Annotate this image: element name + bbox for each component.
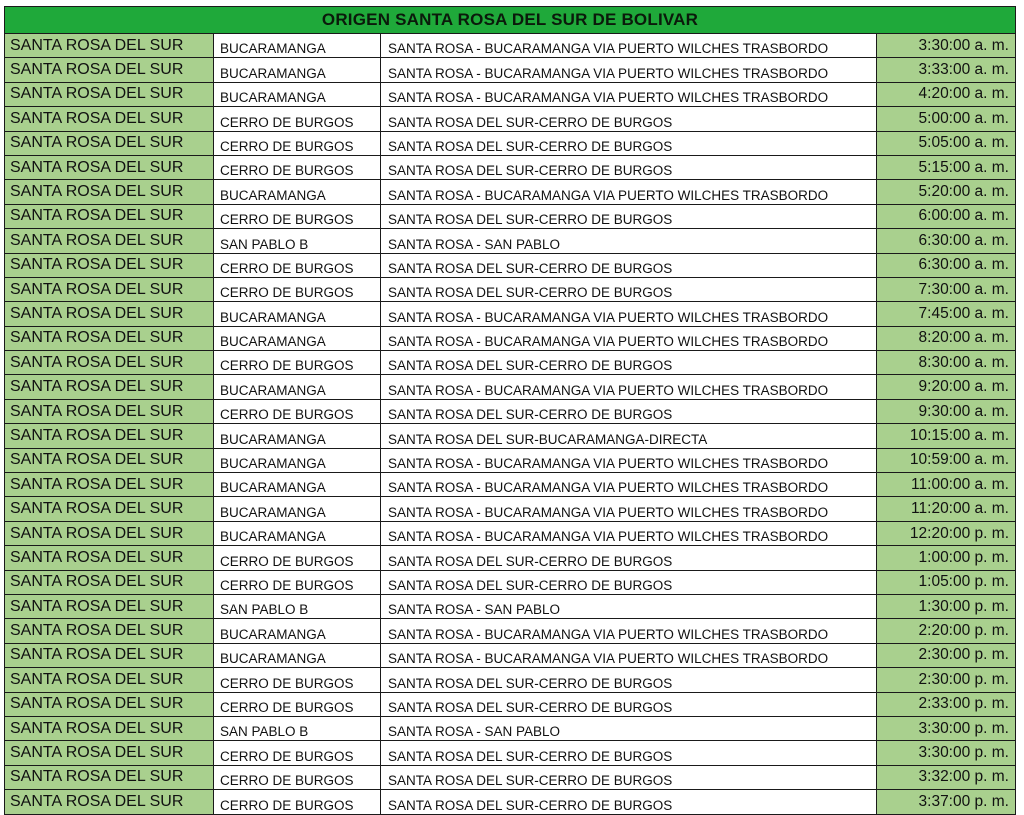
time-cell: 2:30:00 p. m. — [877, 643, 1016, 667]
destination-cell: CERRO DE BURGOS — [214, 107, 381, 131]
destination-cell: CERRO DE BURGOS — [214, 253, 381, 277]
time-cell: 2:20:00 p. m. — [877, 619, 1016, 643]
destination-cell: BUCARAMANGA — [214, 326, 381, 350]
route-cell: SANTA ROSA DEL SUR-CERRO DE BURGOS — [381, 399, 877, 423]
schedule-rows — [5, 34, 1015, 814]
origin-cell: SANTA ROSA DEL SUR — [5, 594, 214, 618]
time-cell: 1:05:00 p. m. — [877, 570, 1016, 594]
route-cell: SANTA ROSA - BUCARAMANGA VIA PUERTO WILCHES TRASBORDO — [381, 643, 877, 667]
origin-cell: SANTA ROSA DEL SUR — [5, 326, 214, 350]
time-cell: 3:32:00 p. m. — [877, 765, 1016, 789]
origin-cell: SANTA ROSA DEL SUR — [5, 741, 214, 765]
route-cell: SANTA ROSA - BUCARAMANGA VIA PUERTO WILCHES TRASBORDO — [381, 375, 877, 399]
table-row — [5, 253, 1015, 277]
route-cell: SANTA ROSA DEL SUR-CERRO DE BURGOS — [381, 253, 877, 277]
time-cell: 3:30:00 a. m. — [877, 34, 1016, 58]
destination-cell: BUCARAMANGA — [214, 180, 381, 204]
time-cell: 6:30:00 a. m. — [877, 253, 1016, 277]
destination-cell: BUCARAMANGA — [214, 58, 381, 82]
time-cell: 12:20:00 p. m. — [877, 521, 1016, 545]
route-cell: SANTA ROSA - BUCARAMANGA VIA PUERTO WILCHES TRASBORDO — [381, 521, 877, 545]
destination-cell: BUCARAMANGA — [214, 34, 381, 58]
origin-cell: SANTA ROSA DEL SUR — [5, 155, 214, 179]
destination-cell: CERRO DE BURGOS — [214, 692, 381, 716]
origin-cell: SANTA ROSA DEL SUR — [5, 716, 214, 740]
origin-cell: SANTA ROSA DEL SUR — [5, 497, 214, 521]
origin-cell: SANTA ROSA DEL SUR — [5, 668, 214, 692]
time-cell: 9:30:00 a. m. — [877, 399, 1016, 423]
table-row — [5, 619, 1015, 643]
table-row — [5, 741, 1015, 765]
origin-cell: SANTA ROSA DEL SUR — [5, 180, 214, 204]
table-row — [5, 107, 1015, 131]
route-cell: SANTA ROSA DEL SUR-BUCARAMANGA-DIRECTA — [381, 424, 877, 448]
table-row — [5, 716, 1015, 740]
table-row — [5, 277, 1015, 301]
destination-cell: SAN PABLO B — [214, 716, 381, 740]
time-cell: 2:30:00 p. m. — [877, 668, 1016, 692]
origin-cell: SANTA ROSA DEL SUR — [5, 375, 214, 399]
origin-cell: SANTA ROSA DEL SUR — [5, 302, 214, 326]
table-row — [5, 668, 1015, 692]
route-cell: SANTA ROSA - BUCARAMANGA VIA PUERTO WILCHES TRASBORDO — [381, 302, 877, 326]
destination-cell: BUCARAMANGA — [214, 643, 381, 667]
time-cell: 7:30:00 a. m. — [877, 277, 1016, 301]
route-cell: SANTA ROSA - SAN PABLO — [381, 716, 877, 740]
route-cell: SANTA ROSA DEL SUR-CERRO DE BURGOS — [381, 107, 877, 131]
route-cell: SANTA ROSA - BUCARAMANGA VIA PUERTO WILCHES TRASBORDO — [381, 180, 877, 204]
time-cell: 10:59:00 a. m. — [877, 448, 1016, 472]
destination-cell: BUCARAMANGA — [214, 521, 381, 545]
table-row — [5, 448, 1015, 472]
destination-cell: BUCARAMANGA — [214, 497, 381, 521]
origin-cell: SANTA ROSA DEL SUR — [5, 351, 214, 375]
origin-cell: SANTA ROSA DEL SUR — [5, 643, 214, 667]
destination-cell: CERRO DE BURGOS — [214, 351, 381, 375]
table-row — [5, 473, 1015, 497]
table-row — [5, 58, 1015, 82]
time-cell: 6:30:00 a. m. — [877, 229, 1016, 253]
table-row — [5, 399, 1015, 423]
sheet-title: ORIGEN SANTA ROSA DEL SUR DE BOLIVAR — [5, 7, 1015, 34]
destination-cell: BUCARAMANGA — [214, 424, 381, 448]
time-cell: 3:37:00 p. m. — [877, 790, 1016, 814]
time-cell: 5:05:00 a. m. — [877, 131, 1016, 155]
destination-cell: CERRO DE BURGOS — [214, 570, 381, 594]
time-cell: 3:33:00 a. m. — [877, 58, 1016, 82]
table-row — [5, 424, 1015, 448]
table-row — [5, 131, 1015, 155]
route-cell: SANTA ROSA - SAN PABLO — [381, 594, 877, 618]
time-cell: 5:00:00 a. m. — [877, 107, 1016, 131]
time-cell: 5:20:00 a. m. — [877, 180, 1016, 204]
destination-cell: BUCARAMANGA — [214, 473, 381, 497]
table-row — [5, 790, 1015, 814]
route-cell: SANTA ROSA DEL SUR-CERRO DE BURGOS — [381, 668, 877, 692]
destination-cell: CERRO DE BURGOS — [214, 546, 381, 570]
origin-cell: SANTA ROSA DEL SUR — [5, 692, 214, 716]
time-cell: 3:30:00 p. m. — [877, 741, 1016, 765]
route-cell: SANTA ROSA - SAN PABLO — [381, 229, 877, 253]
route-cell: SANTA ROSA - BUCARAMANGA VIA PUERTO WILCHES TRASBORDO — [381, 497, 877, 521]
table-row — [5, 497, 1015, 521]
destination-cell: BUCARAMANGA — [214, 448, 381, 472]
origin-cell: SANTA ROSA DEL SUR — [5, 82, 214, 106]
destination-cell: CERRO DE BURGOS — [214, 155, 381, 179]
destination-cell: BUCARAMANGA — [214, 375, 381, 399]
schedule-sheet — [4, 6, 1016, 815]
table-row — [5, 521, 1015, 545]
route-cell: SANTA ROSA - BUCARAMANGA VIA PUERTO WILCHES TRASBORDO — [381, 82, 877, 106]
table-row — [5, 229, 1015, 253]
table-row — [5, 82, 1015, 106]
origin-cell: SANTA ROSA DEL SUR — [5, 229, 214, 253]
schedule-table — [5, 34, 1015, 814]
route-cell: SANTA ROSA DEL SUR-CERRO DE BURGOS — [381, 741, 877, 765]
table-row — [5, 204, 1015, 228]
route-cell: SANTA ROSA - BUCARAMANGA VIA PUERTO WILCHES TRASBORDO — [381, 448, 877, 472]
route-cell: SANTA ROSA - BUCARAMANGA VIA PUERTO WILCHES TRASBORDO — [381, 34, 877, 58]
destination-cell: BUCARAMANGA — [214, 302, 381, 326]
destination-cell: SAN PABLO B — [214, 229, 381, 253]
destination-cell: CERRO DE BURGOS — [214, 790, 381, 814]
destination-cell: CERRO DE BURGOS — [214, 765, 381, 789]
time-cell: 1:00:00 p. m. — [877, 546, 1016, 570]
table-row — [5, 570, 1015, 594]
time-cell: 11:20:00 a. m. — [877, 497, 1016, 521]
origin-cell: SANTA ROSA DEL SUR — [5, 277, 214, 301]
destination-cell: BUCARAMANGA — [214, 619, 381, 643]
destination-cell: CERRO DE BURGOS — [214, 668, 381, 692]
destination-cell: CERRO DE BURGOS — [214, 277, 381, 301]
route-cell: SANTA ROSA DEL SUR-CERRO DE BURGOS — [381, 155, 877, 179]
table-row — [5, 594, 1015, 618]
origin-cell: SANTA ROSA DEL SUR — [5, 765, 214, 789]
origin-cell: SANTA ROSA DEL SUR — [5, 253, 214, 277]
table-row — [5, 326, 1015, 350]
route-cell: SANTA ROSA DEL SUR-CERRO DE BURGOS — [381, 570, 877, 594]
route-cell: SANTA ROSA DEL SUR-CERRO DE BURGOS — [381, 765, 877, 789]
origin-cell: SANTA ROSA DEL SUR — [5, 399, 214, 423]
origin-cell: SANTA ROSA DEL SUR — [5, 790, 214, 814]
time-cell: 9:20:00 a. m. — [877, 375, 1016, 399]
destination-cell: CERRO DE BURGOS — [214, 131, 381, 155]
origin-cell: SANTA ROSA DEL SUR — [5, 58, 214, 82]
origin-cell: SANTA ROSA DEL SUR — [5, 107, 214, 131]
table-row — [5, 34, 1015, 58]
time-cell: 8:20:00 a. m. — [877, 326, 1016, 350]
route-cell: SANTA ROSA - BUCARAMANGA VIA PUERTO WILCHES TRASBORDO — [381, 619, 877, 643]
time-cell: 7:45:00 a. m. — [877, 302, 1016, 326]
table-row — [5, 375, 1015, 399]
route-cell: SANTA ROSA DEL SUR-CERRO DE BURGOS — [381, 204, 877, 228]
origin-cell: SANTA ROSA DEL SUR — [5, 131, 214, 155]
route-cell: SANTA ROSA DEL SUR-CERRO DE BURGOS — [381, 790, 877, 814]
table-row — [5, 180, 1015, 204]
route-cell: SANTA ROSA DEL SUR-CERRO DE BURGOS — [381, 546, 877, 570]
table-row — [5, 692, 1015, 716]
table-row — [5, 546, 1015, 570]
time-cell: 11:00:00 a. m. — [877, 473, 1016, 497]
route-cell: SANTA ROSA - BUCARAMANGA VIA PUERTO WILCHES TRASBORDO — [381, 58, 877, 82]
route-cell: SANTA ROSA DEL SUR-CERRO DE BURGOS — [381, 131, 877, 155]
route-cell: SANTA ROSA DEL SUR-CERRO DE BURGOS — [381, 351, 877, 375]
destination-cell: CERRO DE BURGOS — [214, 399, 381, 423]
origin-cell: SANTA ROSA DEL SUR — [5, 448, 214, 472]
destination-cell: CERRO DE BURGOS — [214, 204, 381, 228]
time-cell: 3:30:00 p. m. — [877, 716, 1016, 740]
time-cell: 1:30:00 p. m. — [877, 594, 1016, 618]
origin-cell: SANTA ROSA DEL SUR — [5, 34, 214, 58]
time-cell: 10:15:00 a. m. — [877, 424, 1016, 448]
origin-cell: SANTA ROSA DEL SUR — [5, 546, 214, 570]
origin-cell: SANTA ROSA DEL SUR — [5, 570, 214, 594]
route-cell: SANTA ROSA - BUCARAMANGA VIA PUERTO WILCHES TRASBORDO — [381, 326, 877, 350]
route-cell: SANTA ROSA DEL SUR-CERRO DE BURGOS — [381, 692, 877, 716]
destination-cell: SAN PABLO B — [214, 594, 381, 618]
origin-cell: SANTA ROSA DEL SUR — [5, 521, 214, 545]
time-cell: 4:20:00 a. m. — [877, 82, 1016, 106]
destination-cell: CERRO DE BURGOS — [214, 741, 381, 765]
table-row — [5, 155, 1015, 179]
time-cell: 5:15:00 a. m. — [877, 155, 1016, 179]
origin-cell: SANTA ROSA DEL SUR — [5, 204, 214, 228]
origin-cell: SANTA ROSA DEL SUR — [5, 619, 214, 643]
time-cell: 8:30:00 a. m. — [877, 351, 1016, 375]
table-row — [5, 351, 1015, 375]
destination-cell: BUCARAMANGA — [214, 82, 381, 106]
origin-cell: SANTA ROSA DEL SUR — [5, 473, 214, 497]
table-row — [5, 302, 1015, 326]
time-cell: 2:33:00 p. m. — [877, 692, 1016, 716]
route-cell: SANTA ROSA - BUCARAMANGA VIA PUERTO WILCHES TRASBORDO — [381, 473, 877, 497]
route-cell: SANTA ROSA DEL SUR-CERRO DE BURGOS — [381, 277, 877, 301]
time-cell: 6:00:00 a. m. — [877, 204, 1016, 228]
table-row — [5, 643, 1015, 667]
origin-cell: SANTA ROSA DEL SUR — [5, 424, 214, 448]
table-row — [5, 765, 1015, 789]
